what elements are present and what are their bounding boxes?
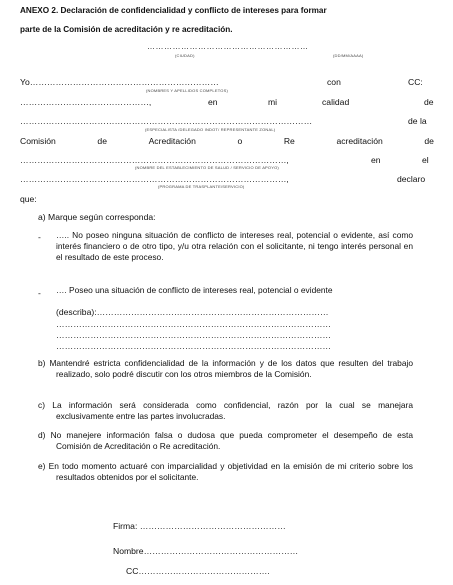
- option-1-mark: -: [38, 232, 41, 242]
- que-word: que:: [20, 194, 37, 204]
- role-field[interactable]: …………………………………………………………………………………………: [20, 116, 313, 126]
- row4-word-1: Comisión: [20, 136, 56, 146]
- program-label: (PROGRAMA DE TRASPLANTE/SERVICIO): [158, 184, 245, 189]
- program-field[interactable]: …………………………………………………………………………………,: [20, 174, 289, 184]
- row5-word-2: el: [422, 155, 429, 165]
- row4-word-4: o: [237, 136, 243, 146]
- document-title-line-2: parte de la Comisión de acreditación y re acreditación.: [20, 25, 233, 34]
- signer-cc-field[interactable]: CC……………………………………….: [126, 566, 270, 576]
- option-2-checkbox-text[interactable]: …. Poseo una situación de conflicto de intereses real, potencial o evidente: [56, 285, 333, 295]
- item-e: e) En todo momento actuaré con imparcialidad y objetividad en la emisión de mi criterio sobre los resultados obtenidos por el solicitante.: [38, 461, 413, 482]
- item-c: c) La información será considerada como confidencial, razón por la cual se manejara exclusivamente entre las partes involucradas.: [38, 400, 413, 421]
- describe-line-1[interactable]: ……………………………………………………………………………………: [56, 319, 331, 329]
- row2-word-3: calidad: [322, 97, 350, 107]
- names-label: (NOMBRES Y APELLIDOS COMPLETOS): [146, 88, 229, 93]
- row2-word-1: en: [208, 97, 218, 107]
- name-field[interactable]: Yo…………………………………………………………: [20, 77, 219, 87]
- describe-line-3[interactable]: ……………………………………………………………………………………: [56, 341, 331, 351]
- option-2-mark: -: [38, 288, 41, 298]
- cc-word: CC:: [408, 77, 423, 87]
- item-d: d) No manejere información falsa o dudosa que pueda comprometer el desempeño de esta Comisión de Acreditación o Re acreditación.: [38, 430, 413, 451]
- row4-word-2: de: [97, 136, 107, 146]
- cc-field[interactable]: ………………………………………,: [20, 97, 152, 107]
- item-b: b) Mantendré estricta confidencialidad de la información y de los datos que resulten del trabajo realizado, solo podré discutir con los otros miembros de la Comisión.: [38, 358, 413, 379]
- establishment-label: (NOMBRE DEL ESTABLECIMIENTO DE SALUD / SERVICIO DE APOYO): [135, 165, 279, 170]
- row2-word-2: mi: [268, 97, 278, 107]
- city-label: (CIUDAD): [175, 53, 195, 58]
- con-word: con: [327, 77, 341, 87]
- item-a-intro: a) Marque según corresponda:: [38, 212, 156, 222]
- row5-word-1: en: [371, 155, 381, 165]
- establishment-field[interactable]: …………………………………………………………………………………,: [20, 155, 289, 165]
- row4-word-6: acreditación: [336, 136, 383, 146]
- row3-end: de la: [408, 116, 427, 126]
- describe-line-2[interactable]: ……………………………………………………………………………………: [56, 330, 331, 340]
- place-date-dots[interactable]: …………………………………………………: [147, 42, 309, 51]
- describe-field[interactable]: (describa):………………………………………………………………………: [56, 307, 329, 317]
- row4-word-3: Acreditación: [148, 136, 196, 146]
- row4-word-7: de: [424, 136, 434, 146]
- option-1-checkbox-text[interactable]: ….. No poseo ninguna situación de conflicto de intereses real, potencial o evidente, así como interés financiero o de otro tipo, y/u otra relación con el solicitante, ni tengo interés personal en el resultado de este proceso.: [56, 230, 413, 262]
- signature-field[interactable]: Firma: ……………………………………………: [113, 521, 286, 531]
- declaro-word: declaro: [397, 174, 426, 184]
- signer-name-field[interactable]: Nombre………………………………………………: [113, 546, 299, 556]
- specialty-label: (ESPECIALISTA /DELEGADO INDOT/ REPRESENTANTE ZONAL): [145, 127, 276, 132]
- commission-row: [20, 136, 434, 147]
- row2-word-4: de: [424, 97, 434, 107]
- row4-word-5: Re: [283, 136, 295, 146]
- date-label: (DD/MM/AAAA): [333, 53, 364, 58]
- document-title-line-1: ANEXO 2. Declaración de confidencialidad y conflicto de intereses para formar: [20, 6, 327, 15]
